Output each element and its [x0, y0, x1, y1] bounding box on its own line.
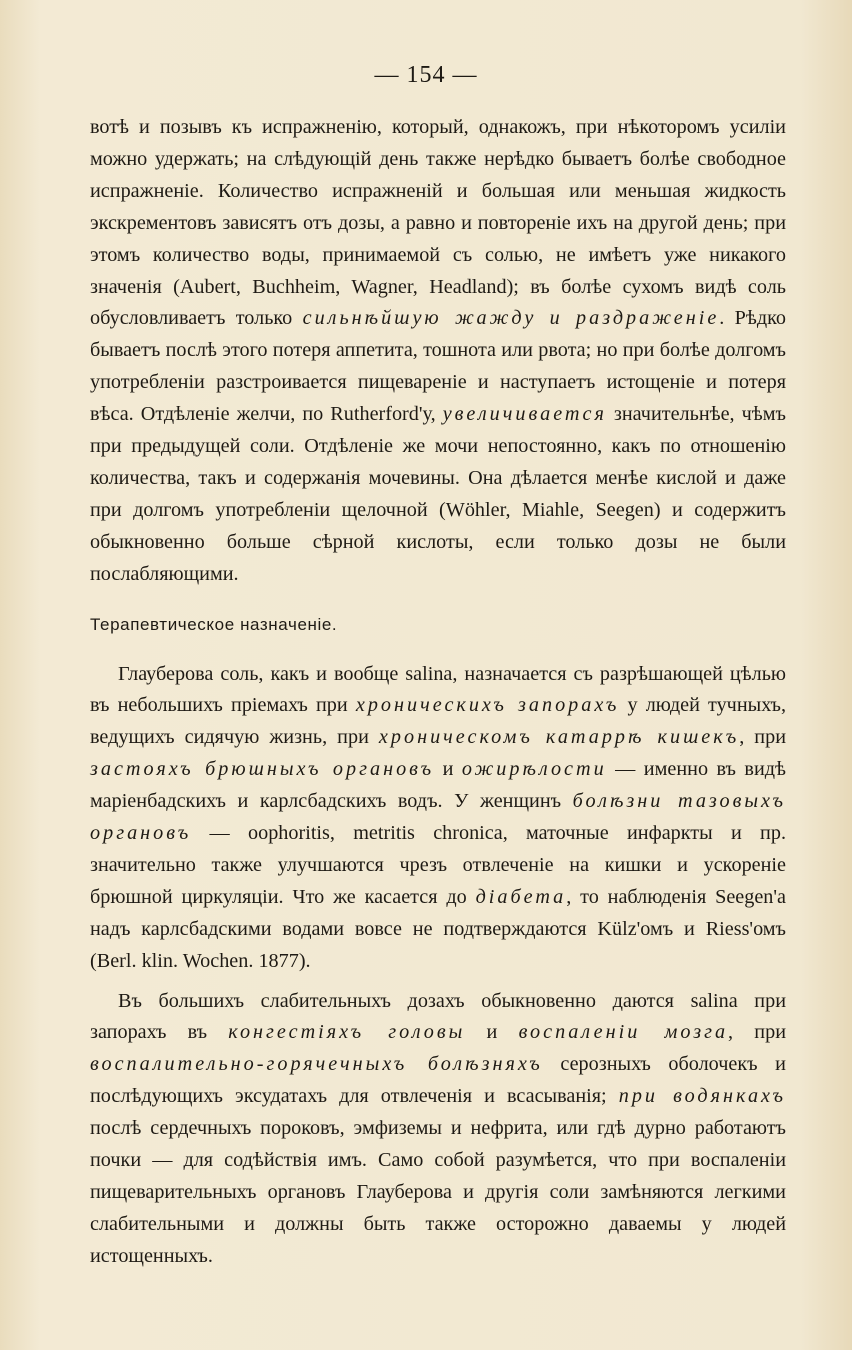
p2-emphasis-4: ожирѣлости — [461, 758, 607, 781]
p3-text-1: Въ большихъ слабительныхъ дозахъ обыкновенно даются salina при запорахъ въ — [90, 989, 786, 1044]
paragraph-3 — [90, 986, 786, 1273]
p3-text-5: послѣ сердечныхъ пороковъ, эмфиземы и нефрита, или гдѣ дурно работаютъ почки — для содѣйствія имъ. Само собой разумѣется, что при воспаленіи пищеварительныхъ органовъ Глауберова и другія соли замѣняются легкими слабительными и должны быть также осторожно даваемы у людей истощенныхъ. — [90, 1117, 786, 1267]
p2-text-5: — именно въ видѣ маріенбадскихъ и карлсбадскихъ водъ. У женщинъ — [90, 758, 786, 813]
p2-emphasis-2: хроническомъ катаррѣ кишекъ — [378, 726, 740, 749]
page-body — [90, 112, 786, 1273]
paragraph-2 — [90, 659, 786, 978]
p2-text-7: , то наблюденія Seegen'а надъ карлсбадскими водами вовсе не подтверждаются Külz'омъ и Riess'омъ (Berl. klin. Wochen. 1877). — [90, 885, 786, 972]
p3-text-2: и — [465, 1021, 519, 1044]
section-heading: Терапевтическое назначеніе. — [90, 614, 338, 634]
p1-text-2: . Рѣдко бываетъ послѣ этого потеря аппетита, тошнота или рвота; но при болѣе долгомъ употребленіи разстроивается пищевареніе и наступаетъ истощеніе и потеря вѣса. Отдѣленіе желчи, по Rutherford'у, — [90, 307, 786, 426]
p2-text-4: и — [434, 758, 462, 781]
p3-emphasis-3: воспалительно-горячечныхъ болѣзняхъ — [90, 1053, 543, 1076]
page-number: — 154 — — [374, 62, 478, 88]
p2-text-2: у людей тучныхъ, ведущихъ сидячую жизнь, при — [90, 694, 787, 749]
p3-text-3: , при — [728, 1021, 786, 1044]
p1-text-3: значительнѣе, чѣмъ при предыдущей соли. Отдѣленіе же мочи непостоянно, какъ по отношенію количества, такъ и содержанія мочевины. Она дѣлается менѣе кислой и даже при долгомъ употребленіи щелочной (Wöhler, Miahle, Seegen) и содержитъ обыкновенно больше сѣрной кислоты, если только дозы не были послабляющими. — [90, 403, 786, 585]
p3-text-4: серозныхъ оболочекъ и послѣдующихъ эксудатахъ для отвлеченія и всасыванія; — [90, 1053, 786, 1108]
paragraph-gap — [90, 978, 786, 986]
p2-emphasis-6: діабета — [475, 885, 567, 908]
paragraph-1 — [90, 112, 786, 591]
p2-text-1: Глауберова соль, какъ и вообще salina, назначается съ разрѣшающей цѣлью въ небольшихъ пріемахъ при — [90, 662, 786, 717]
p1-emphasis-2: увеличивается — [442, 403, 607, 426]
p2-text-3: , при — [739, 726, 787, 749]
p1-emphasis-1: сильнѣйшую жажду и раздраженіе — [302, 307, 720, 330]
p2-emphasis-5: болѣзни тазовыхъ органовъ — [90, 790, 786, 845]
p2-emphasis-3: застояхъ брюшныхъ органовъ — [90, 758, 435, 781]
p1-text-1: вотѣ и позывъ къ испражненію, который, однакожъ, при нѣкоторомъ усиліи можно удержать; на слѣдующій день также нерѣдко бываетъ болѣе свободное испражненіе. Количество испражненій и большая или меньшая жидкость экскрементовъ зависятъ отъ дозы, а равно и повтореніе ихъ на другой день; при этомъ количество воды, принимаемой съ солью, не имѣетъ уже никакого значенія (Aubert, Buchheim, Wagner, Headland); въ болѣе сухомъ видѣ соль обусловливаетъ только — [90, 116, 786, 330]
p2-text-6: — oophoritis, metritis chronica, маточные инфаркты и пр. значительно также улучшаются чрезъ отвлеченіе на кишки и ускореніе брюшной циркуляціи. Что же касается до — [90, 822, 786, 908]
p3-emphasis-4: при водянкахъ — [618, 1085, 786, 1108]
p3-emphasis-2: воспаленіи мозга — [518, 1021, 729, 1044]
p2-emphasis-1: хроническихъ запорахъ — [355, 694, 620, 717]
p3-emphasis-1: конгестіяхъ головы — [228, 1021, 466, 1044]
